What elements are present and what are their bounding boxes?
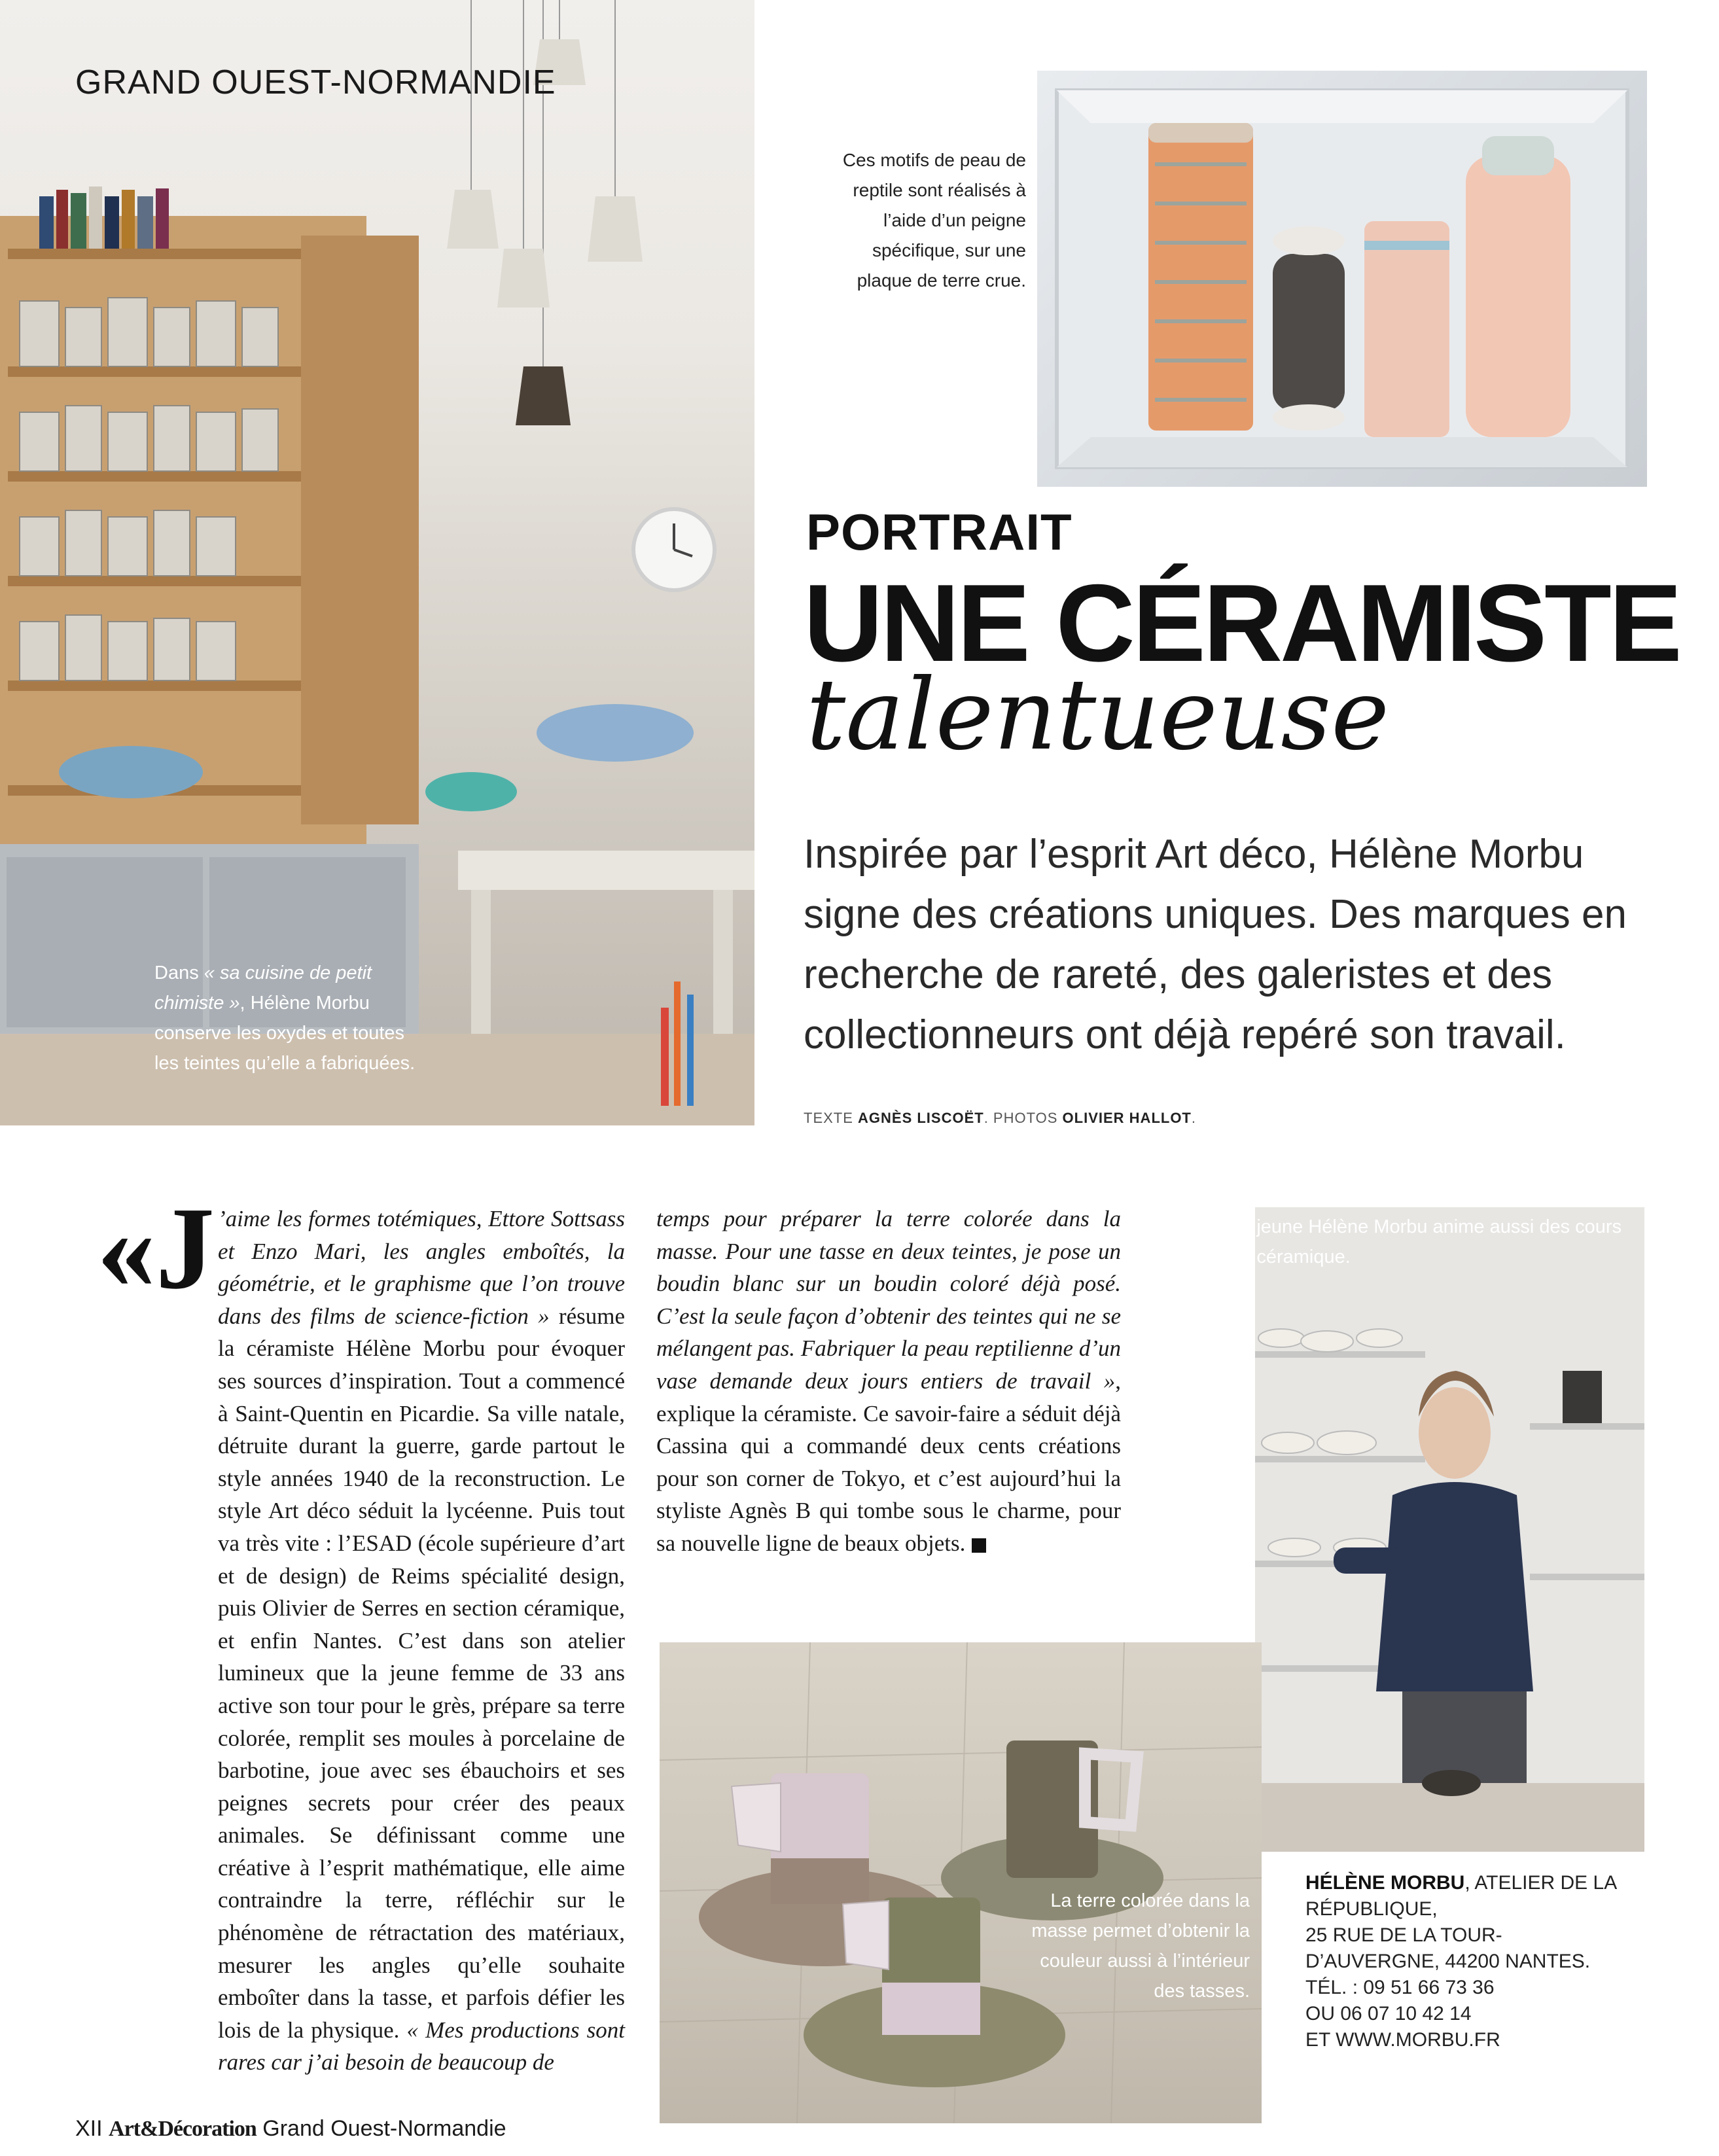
- address-name: HÉLÈNE MORBU: [1305, 1872, 1465, 1894]
- body-column-2: temps pour préparer la terre colorée dans la masse. Pour une tasse en deux teintes, je pose un boudin blanc sur un boudin coloré déjà posé. C’est la seule façon d’obtenir des teintes qui ne se mélangent pas. Fabriquer la peau reptilienne d’un vase demande deux jours entiers de travail », explique la céramiste. Ce savoir-faire a séduit déjà Cassina qui a commandé deux cents créations pour son corner de Tokyo, et c’est aujourd’hui la styliste Agnès B qui tombe sous le charme, pour sa nouvelle ligne de beaux objets.: [656, 1206, 1121, 1556]
- address-website: ET WWW.MORBU.FR: [1305, 2029, 1500, 2051]
- address-line: TÉL. : 09 51 66 73 36: [1305, 1977, 1495, 1998]
- page-footer: [75, 2116, 506, 2142]
- drop-cap: «J: [97, 1183, 215, 1313]
- studio-photo: [0, 0, 754, 1125]
- studio-caption: Dans « sa cuisine de petit chimiste », Hélène Morbu conserve les oxydes et toutes les teintes qu’elle a fabriquées.: [154, 963, 416, 1074]
- region-header: GRAND OUEST-NORMANDIE: [75, 63, 556, 101]
- vases-caption: Ces motifs de peau de reptile sont réalisés à l’aide d’un peigne spécifique, sur une plaque de terre crue.: [842, 150, 1026, 291]
- section-kicker: PORTRAIT: [806, 503, 1072, 561]
- address-line: OU 06 07 10 42 14: [1305, 2003, 1472, 2024]
- vases-illustration: [1037, 71, 1647, 487]
- article-title: UNE CÉRAMISTE: [804, 561, 1680, 684]
- studio-illustration: [0, 0, 754, 1125]
- edition-name: Grand Ouest-Normandie: [262, 2116, 506, 2141]
- cups-photo: [660, 1642, 1262, 2123]
- article-title-italic: talentueuse: [806, 658, 1390, 772]
- portrait-illustration: [1255, 1207, 1644, 1852]
- end-mark: [972, 1538, 986, 1553]
- cups-caption: La terre colorée dans la masse permet d’obtenir la couleur aussi à l’intérieur des tasses.: [1031, 1890, 1250, 2002]
- address-line: , ATELIER DE LA RÉPUBLIQUE,: [1305, 1872, 1616, 1920]
- article-credits: TEXTE AGNÈS LISCOËT. PHOTOS OLIVIER HALLOT.: [804, 1110, 1196, 1126]
- portrait-photo: [1255, 1207, 1644, 1852]
- portrait-caption: La jeune Hélène Morbu anime aussi des cours de céramique.: [1230, 1216, 1622, 1267]
- cups-illustration: [660, 1642, 1262, 2123]
- magazine-logo: Art&Décoration: [109, 2117, 257, 2141]
- body-column-1: [194, 1203, 625, 2079]
- address-block: [1305, 1870, 1672, 2053]
- article-lead: Inspirée par l’esprit Art déco, Hélène Morbu signe des créations uniques. Des marques en recherche de rareté, des galeristes et des collectionneurs ont déjà repéré son travail.: [804, 832, 1627, 1057]
- address-line: D’AUVERGNE, 44200 NANTES.: [1305, 1951, 1591, 1972]
- vases-photo: [1037, 71, 1647, 487]
- address-line: 25 RUE DE LA TOUR-: [1305, 1924, 1502, 1946]
- page-number: XII: [75, 2116, 103, 2141]
- body-col1-para: ’aime les formes totémiques, Ettore Sottsass et Enzo Mari, les angles emboîtés, la géométrie, et le graphisme que l’on trouve dans des films de science-fiction » résume la céramiste Hélène Morbu pour évoquer ses sources d’inspiration. Tout a commencé à Saint-Quentin en Picardie. Sa ville natale, détruite durant la guerre, garde partout le style années 1940 de la reconstruction. Le style Art déco séduit la lycéenne. Puis tout va très vite : l’ESAD (école supérieure d’art et de design) de Reims spécialité design, puis Olivier de Serres en section céramique, et enfin Nantes. C’est dans son atelier lumineux que la jeune femme de 33 ans active son tour pour le grès, prépare sa terre colorée, remplit ses moules à porcelaine de barbotine, joue avec ses ébauchoirs et ses peignes secrets pour créer des peaux animales. Se définissant comme une créative à l’esprit mathématique, elle aime contraindre la terre, réfléchir sur le phénomène de rétractation des matériaux, mesurer les angles qu’elle souhaite emboîter dans la tasse, et parfois défier les lois de la physique. « Mes productions sont rares car j’ai besoin de beaucoup de: [218, 1206, 626, 2076]
